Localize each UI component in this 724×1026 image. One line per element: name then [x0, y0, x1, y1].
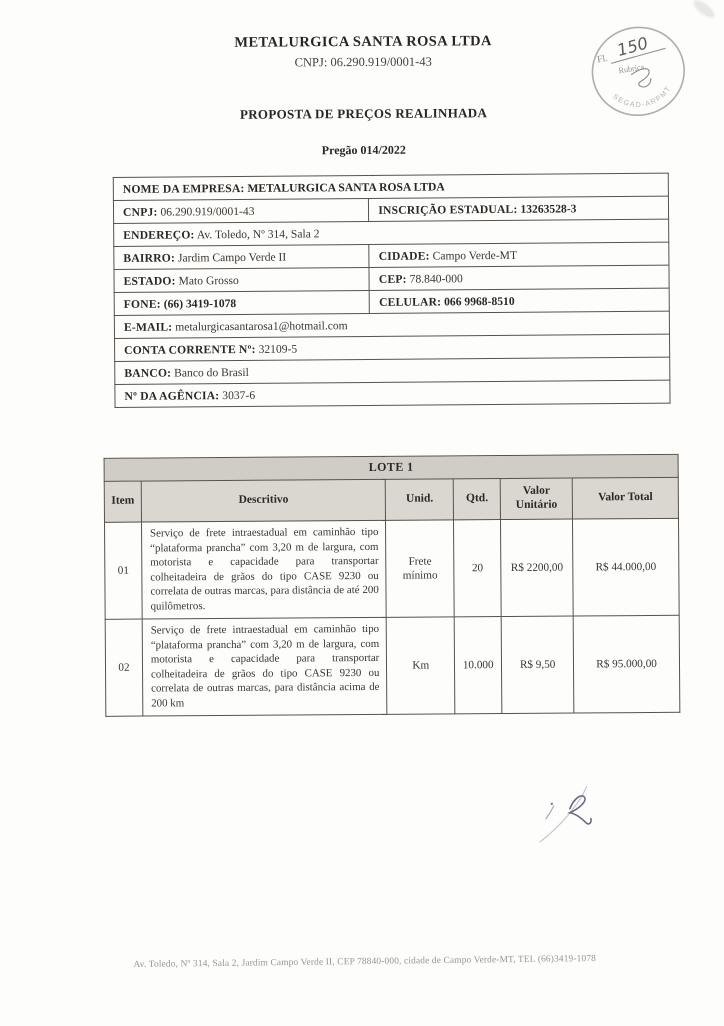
unit-cell: Km [387, 617, 456, 714]
field-value: Campo Verde-MT [432, 248, 518, 262]
field-celular [369, 288, 669, 313]
field-value: Banco do Brasil [174, 365, 249, 380]
footer-address: Av. Toledo, Nº 314, Sala 2, Jardim Campo Verde II, CEP 78840-000, cidade de Campo Verde-MT, TEL (66)3419-1078 [133, 953, 597, 971]
field-value: Av. Toledo, Nº 314, Sala 2 [196, 226, 320, 241]
field-label: Nº DA AGÊNCIA: [124, 388, 220, 403]
field-label: CELULAR: [378, 294, 442, 309]
table-header-row [104, 477, 678, 522]
column-header-qtd: Qtd. [453, 479, 500, 520]
field-label: ESTADO: [123, 274, 176, 288]
qty-cell: 10.000 [454, 617, 502, 714]
field-value: 32109-5 [258, 342, 298, 356]
stamp-rubrica-label: Rubrica [617, 62, 645, 76]
field-agencia [115, 380, 670, 407]
document-title: PROPOSTA DE PREÇOS REALINHADA [239, 105, 488, 122]
qty-cell: 20 [454, 520, 502, 617]
field-value: Mato Grosso [178, 273, 239, 287]
field-estado [114, 267, 369, 292]
description-cell: Serviço de frete intraestadual em caminhão tipo “plataforma prancha” com 3,20 m de largura, com motorista e capacidade para transportar colheitadeira de grãos do tipo CASE 9230 ou correlata de outras marcas, para distância de até 200 quilômetros. [141, 520, 386, 619]
field-cidade [369, 242, 669, 267]
field-value: 13263528-3 [520, 201, 577, 216]
column-header-unid: Unid. [386, 479, 454, 520]
column-header-valor-total: Valor Total [572, 477, 678, 519]
column-header-descritivo: Descritivo [141, 479, 386, 522]
field-label: E-MAIL: [123, 320, 173, 334]
lote-table [104, 454, 681, 717]
table-row [105, 615, 680, 716]
item-cell: 01 [105, 522, 143, 619]
field-label: CONTA CORRENTE Nº: [124, 342, 256, 357]
field-value: Jardim Campo Verde II [177, 250, 287, 264]
field-inscricao-estadual [369, 196, 669, 221]
field-value: 78.840-000 [409, 271, 463, 286]
lote-title: LOTE 1 [104, 454, 678, 481]
scan-smudge [691, 0, 718, 21]
field-value: metalurgicasantarosa1@hotmail.com [175, 318, 348, 334]
field-cep [369, 265, 669, 290]
field-value: METALURGICA SANTA ROSA LTDA [247, 179, 445, 195]
field-fone [114, 290, 369, 315]
table-row [105, 518, 680, 619]
company-cnpj: CNPJ: 06.290.919/0001-43 [294, 54, 432, 70]
field-label: CEP: [378, 272, 407, 286]
field-bairro [114, 244, 369, 269]
field-value: (66) 3419-1078 [163, 296, 237, 311]
column-header-item: Item [104, 481, 141, 522]
field-value: 3037-6 [222, 388, 256, 402]
field-label: CNPJ: [122, 205, 158, 219]
svg-text:SEGAD-ARPMT [610, 83, 675, 113]
total-price-cell: R$ 95.000,00 [573, 615, 680, 713]
field-value: 06.290.919/0001-43 [160, 204, 255, 219]
handwritten-signature-icon [494, 756, 625, 867]
field-label: ENDEREÇO: [123, 227, 195, 242]
column-header-valor-unitario: Valor Unitário [500, 478, 572, 520]
field-label: INSCRIÇÃO ESTADUAL: [378, 202, 518, 217]
field-label: BAIRRO: [123, 251, 176, 265]
field-label: CIDADE: [378, 249, 430, 263]
description-cell: Serviço de frete intraestadual em caminhão tipo “plataforma prancha” com 3,20 m de largura, com motorista e capacidade para transportar colheitadeira de grãos do tipo CASE 9230 ou correlata de outras marcas, para distância acima de 200 km [142, 617, 387, 716]
field-label: BANCO: [124, 366, 172, 380]
stamp-fl-number: 150 [614, 33, 651, 60]
stamp-fl-label: Fl. [596, 52, 609, 66]
unit-price-cell: R$ 9,50 [501, 616, 574, 713]
company-info-table [113, 173, 671, 408]
field-cnpj [113, 198, 368, 223]
document-subtitle: Pregão 014/2022 [321, 142, 406, 158]
table-row [115, 380, 670, 407]
company-name: METALURGICA SANTA ROSA LTDA [234, 33, 492, 51]
total-price-cell: R$ 44.000,00 [573, 518, 680, 616]
unit-price-cell: R$ 2200,00 [501, 519, 574, 616]
field-value: 066 9968-8510 [444, 294, 515, 308]
round-stamp [580, 13, 697, 130]
unit-cell: Frete mínimo [386, 520, 455, 617]
stamp-arc-text: SEGAD-ARPMT [611, 84, 673, 110]
item-cell: 02 [105, 619, 143, 716]
field-label: NOME DA EMPRESA: [122, 181, 245, 196]
field-label: FONE: [123, 297, 161, 311]
